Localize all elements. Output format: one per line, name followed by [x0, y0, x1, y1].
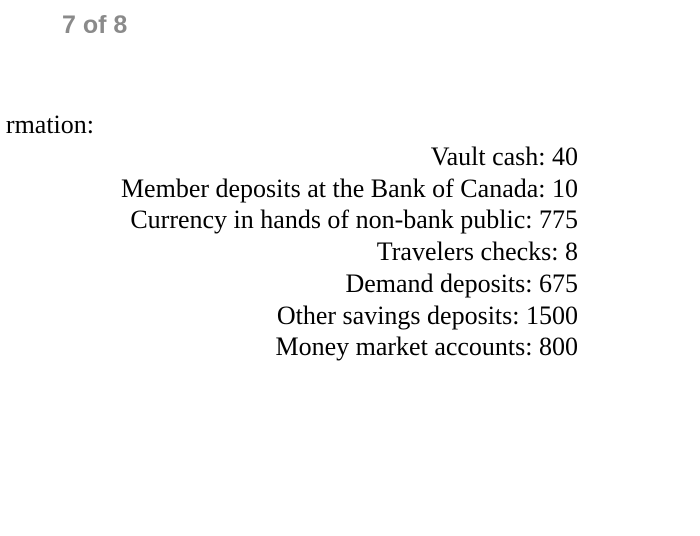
info-item-demand-deposits: Demand deposits: 675: [345, 268, 578, 298]
info-list: [121, 141, 578, 363]
info-item-vault-cash: Vault cash: 40: [430, 142, 578, 171]
info-item-member-deposits: Member deposits at the Bank of Canada: 10: [120, 173, 578, 203]
intro-text: rmation:: [5, 110, 94, 139]
info-item-other-savings: Other savings deposits: 1500: [276, 300, 578, 330]
info-item-currency: Currency in hands of non-bank public: 775: [130, 205, 578, 235]
page-counter: 7 of 8: [62, 11, 128, 39]
info-item-travelers-checks: Travelers checks: 8: [376, 237, 578, 267]
info-item-money-market: Money market accounts: 800: [275, 332, 578, 362]
